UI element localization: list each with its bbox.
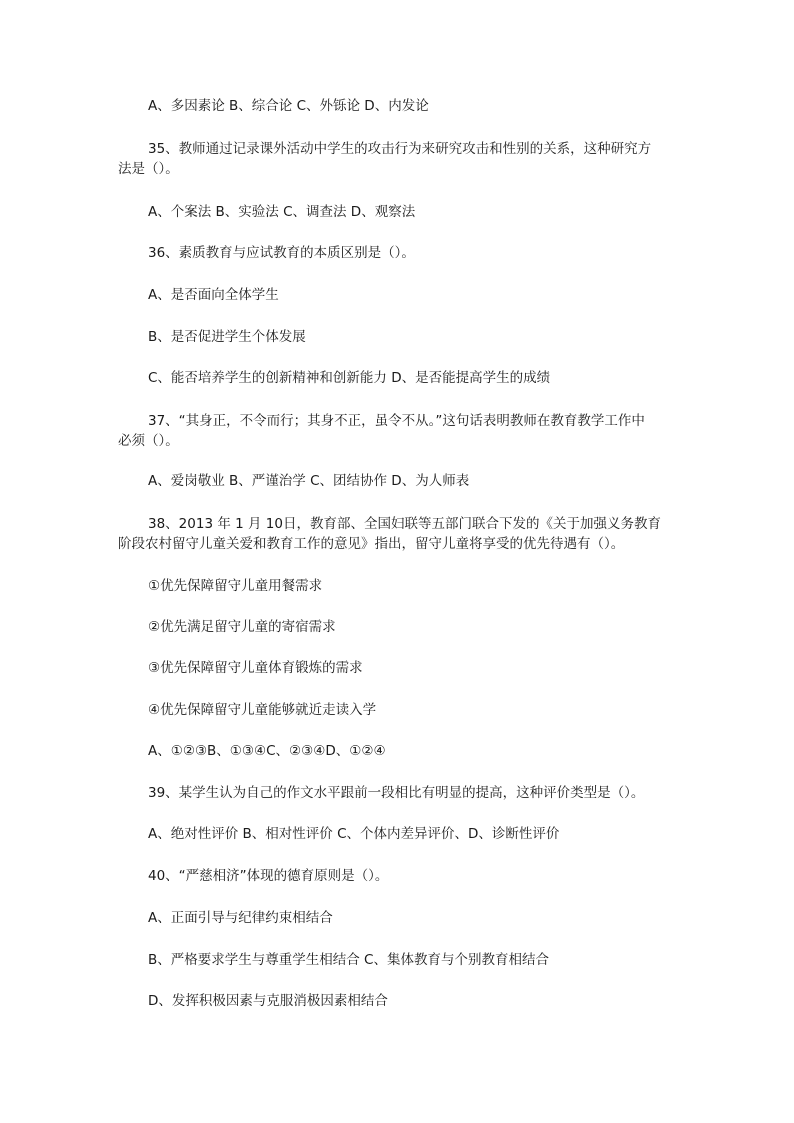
q36-question: 36、素质教育与应试教育的本质区别是（）。	[148, 245, 415, 261]
q40-option-bc: B、严格要求学生与尊重学生相结合 C、集体教育与个别教育相结合	[148, 952, 549, 968]
q38-item-1: ①优先保障留守儿童用餐需求	[148, 578, 323, 594]
q40-option-d: D、发挥积极因素与克服消极因素相结合	[148, 993, 388, 1009]
q34-options: A、多因素论 B、综合论 C、外铄论 D、内发论	[148, 98, 429, 114]
q40-option-a: A、正面引导与纪律约束相结合	[148, 910, 333, 926]
q36-option-b: B、是否促进学生个体发展	[148, 329, 306, 345]
q38-item-3: ③优先保障留守儿童体育锻炼的需求	[148, 660, 363, 676]
q39-options: A、绝对性评价 B、相对性评价 C、个体内差异评价、D、诊断性评价	[148, 826, 560, 842]
q38-item-4: ④优先保障留守儿童能够就近走读入学	[148, 702, 377, 718]
q38-question: 38、2013 年 1 月 10日，教育部、全国妇联等五部门联合下发的《关于加强义务教育	[148, 516, 661, 532]
q35-question: 35、教师通过记录课外活动中学生的攻击行为来研究攻击和性别的关系，这种研究方	[148, 141, 652, 157]
q38-question-cont: 阶段农村留守儿童关爱和教育工作的意见》指出，留守儿童将享受的优先待遇有（）。	[118, 536, 625, 552]
q37-question: 37、“其身正，不令而行；其身不正，虽令不从。”这句话表明教师在教育教学工作中	[148, 413, 645, 429]
q36-option-cd: C、能否培养学生的创新精神和创新能力 D、是否能提高学生的成绩	[148, 370, 551, 386]
q37-options: A、爱岗敬业 B、严谨治学 C、团结协作 D、为人师表	[148, 473, 470, 489]
q40-question: 40、“严慈相济”体现的德育原则是（）。	[148, 868, 389, 884]
q38-options: A、①②③B、①③④C、②③④D、①②④	[148, 743, 386, 759]
q38-item-2: ②优先满足留守儿童的寄宿需求	[148, 619, 336, 635]
q36-option-a: A、是否面向全体学生	[148, 287, 279, 303]
q39-question: 39、某学生认为自己的作文水平跟前一段相比有明显的提高，这种评价类型是（）。	[148, 785, 645, 801]
q37-question-cont: 必须（）。	[118, 433, 179, 449]
q35-options: A、个案法 B、实验法 C、调查法 D、观察法	[148, 204, 416, 220]
q35-question-cont: 法是（）。	[118, 161, 179, 177]
